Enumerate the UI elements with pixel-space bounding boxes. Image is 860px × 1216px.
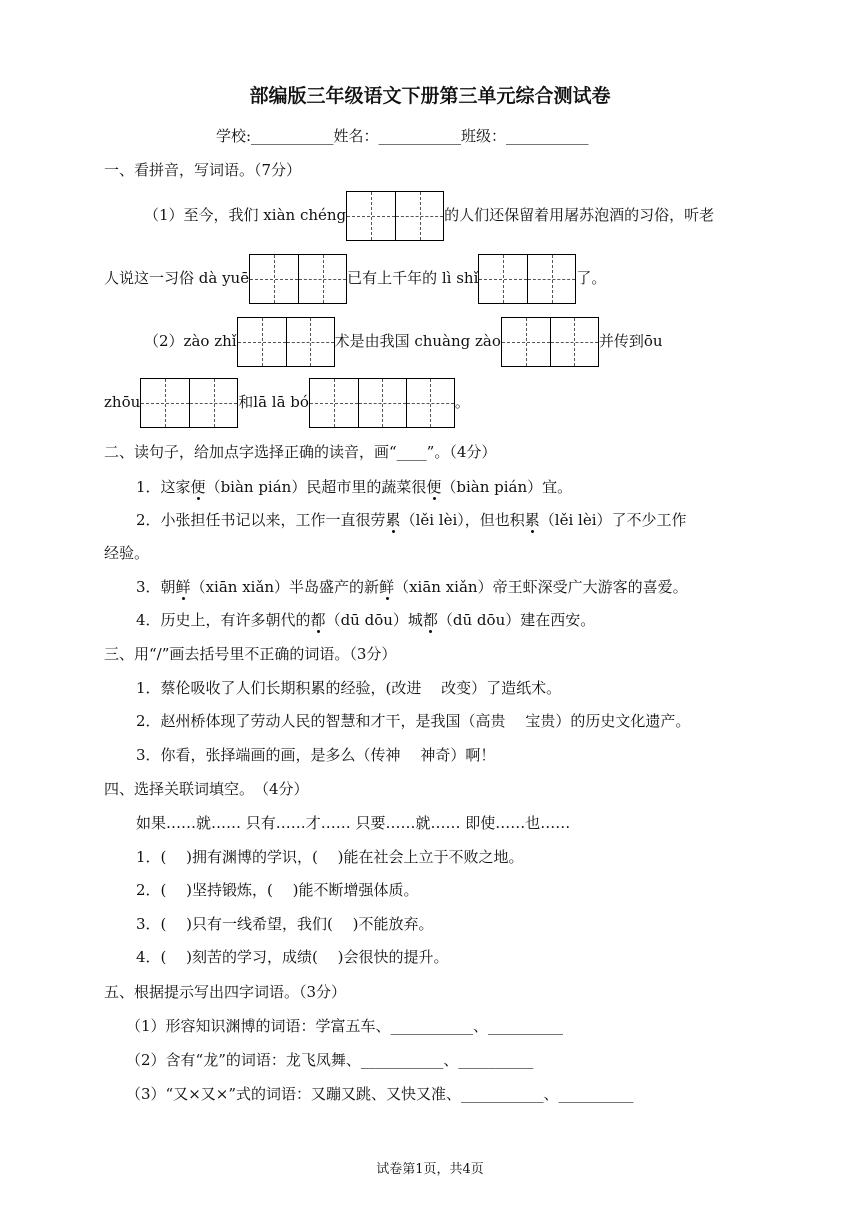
q-text: （xiān xiǎn）帝王虾深受广大游客的喜爱。 bbox=[394, 578, 688, 596]
dotted-char: 便 bbox=[426, 478, 442, 496]
page-footer: 试卷第1页，共4页 bbox=[376, 1162, 484, 1177]
dotted-char: 都 bbox=[422, 611, 438, 629]
writing-grid-lishi[interactable] bbox=[478, 254, 576, 304]
s5-question-2: （2）含有“龙”的词语：龙飞凤舞、___________、__________ bbox=[126, 1051, 534, 1069]
grid-cell bbox=[347, 192, 395, 240]
s2-question-4 bbox=[136, 610, 595, 630]
q-text: 4．历史上，有许多朝代的 bbox=[136, 611, 311, 629]
section-5-header: 五、根据提示写出四字词语。（3分） bbox=[104, 983, 347, 1001]
grid-cell bbox=[141, 379, 189, 427]
grid-cell bbox=[358, 379, 406, 427]
s4-question-4: 4．( )刻苦的学习，成绩( )会很快的提升。 bbox=[136, 948, 449, 966]
s5-question-3: （3）“又×又×”式的词语：又蹦又跳、又快又准、___________、__________ bbox=[126, 1085, 634, 1103]
grid-cell bbox=[189, 379, 237, 427]
s1-line-4 bbox=[104, 377, 470, 428]
writing-grid-dayue[interactable] bbox=[249, 254, 347, 304]
s1-text: 了。 bbox=[576, 269, 607, 287]
page-title: 部编版三年级语文下册第三单元综合测试卷 bbox=[249, 85, 611, 107]
s2-question-3 bbox=[136, 577, 688, 597]
q-text: （dū dōu）城 bbox=[325, 611, 423, 629]
s1-text: 并传到ōu bbox=[598, 332, 663, 350]
s1-line-2 bbox=[104, 253, 606, 304]
q-text: （lěi lèi），但也积 bbox=[400, 511, 525, 529]
grid-cell bbox=[479, 255, 527, 303]
s1-text: 的人们还保留着用屠苏泡酒的习俗，听老 bbox=[444, 206, 715, 224]
dotted-char: 鲜 bbox=[175, 578, 191, 596]
q-text: 3．朝 bbox=[136, 578, 176, 596]
section-3-header: 三、用“/”画去括号里不正确的词语。（3分） bbox=[104, 645, 397, 663]
grid-cell bbox=[395, 192, 443, 240]
grid-cell bbox=[502, 318, 550, 366]
student-info-line: 学校:___________姓名：___________班级：___________ bbox=[216, 127, 589, 145]
s1-text: 人说这一习俗 dà yuē bbox=[104, 269, 250, 287]
dotted-char: 都 bbox=[310, 611, 326, 629]
s3-question-2: 2．赵州桥体现了劳动人民的智慧和才干，是我国（高贵 宝贵）的历史文化遗产。 bbox=[136, 712, 691, 730]
s2-question-1 bbox=[136, 477, 572, 497]
s2-question-2-cont: 经验。 bbox=[104, 544, 150, 562]
s5-question-1: （1）形容知识渊博的词语：学富五车、___________、__________ bbox=[126, 1017, 564, 1035]
s3-question-1: 1．蔡伦吸收了人们长期积累的经验，(改进 改变）了造纸术。 bbox=[136, 679, 562, 697]
s1-text: zhōu bbox=[104, 393, 141, 411]
q-text: （biàn pián）宜。 bbox=[441, 478, 573, 496]
writing-grid-alabo[interactable] bbox=[309, 378, 455, 428]
q-text: （lěi lèi）了不少工作 bbox=[539, 511, 687, 529]
s1-text: 和lā lā bó bbox=[238, 393, 309, 411]
grid-cell bbox=[298, 255, 346, 303]
writing-grid-zaozhi[interactable] bbox=[237, 317, 335, 367]
dotted-char: 便 bbox=[190, 478, 206, 496]
writing-grid-ouzhou[interactable] bbox=[140, 378, 238, 428]
dotted-char: 鲜 bbox=[379, 578, 395, 596]
writing-grid-chuangzao[interactable] bbox=[501, 317, 599, 367]
grid-cell bbox=[286, 318, 334, 366]
q-text: （biàn pián）民超市里的蔬菜很 bbox=[205, 478, 427, 496]
q-text: （dū dōu）建在西安。 bbox=[437, 611, 596, 629]
q-text: 1．这家 bbox=[136, 478, 191, 496]
s4-question-1: 1．( )拥有渊博的学识，( )能在社会上立于不败之地。 bbox=[136, 848, 524, 866]
s4-options: 如果……就…… 只有……才…… 只要……就…… 即使……也…… bbox=[136, 814, 571, 832]
dotted-char: 累 bbox=[385, 511, 401, 529]
q-text: 2．小张担任书记以来，工作一直很劳 bbox=[136, 511, 386, 529]
s1-text: （2）zào zhǐ bbox=[144, 332, 237, 350]
dotted-char: 累 bbox=[524, 511, 540, 529]
section-2-header: 二、读句子，给加点字选择正确的读音，画“____”。（4分） bbox=[104, 443, 497, 461]
grid-cell bbox=[550, 318, 598, 366]
section-4-header: 四、选择关联词填空。 （4分） bbox=[104, 780, 309, 798]
s3-question-3: 3．你看，张择端画的画，是多么（传神 神奇）啊！ bbox=[136, 746, 496, 764]
s1-text: 。 bbox=[454, 393, 470, 411]
s1-text: 已有上千年的 lì shǐ bbox=[347, 269, 479, 287]
grid-cell bbox=[310, 379, 358, 427]
s1-line-3 bbox=[144, 316, 663, 367]
grid-cell bbox=[238, 318, 286, 366]
grid-cell bbox=[527, 255, 575, 303]
s1-text: 术是由我国 chuàng zào bbox=[334, 332, 501, 350]
s1-text: （1）至今，我们 xiàn chéng bbox=[144, 206, 347, 224]
s4-question-2: 2．( )坚持锻炼，( )能不断增强体质。 bbox=[136, 881, 419, 899]
s4-question-3: 3．( )只有一线希望，我们( )不能放弃。 bbox=[136, 915, 434, 933]
section-1-header: 一、看拼音，写词语。（7分） bbox=[104, 161, 302, 179]
grid-cell bbox=[406, 379, 454, 427]
q-text: （xiān xiǎn）半岛盛产的新 bbox=[190, 578, 380, 596]
s2-question-2 bbox=[136, 510, 687, 530]
grid-cell bbox=[250, 255, 298, 303]
s1-line-1 bbox=[144, 190, 714, 241]
writing-grid-xiancheng[interactable] bbox=[346, 191, 444, 241]
